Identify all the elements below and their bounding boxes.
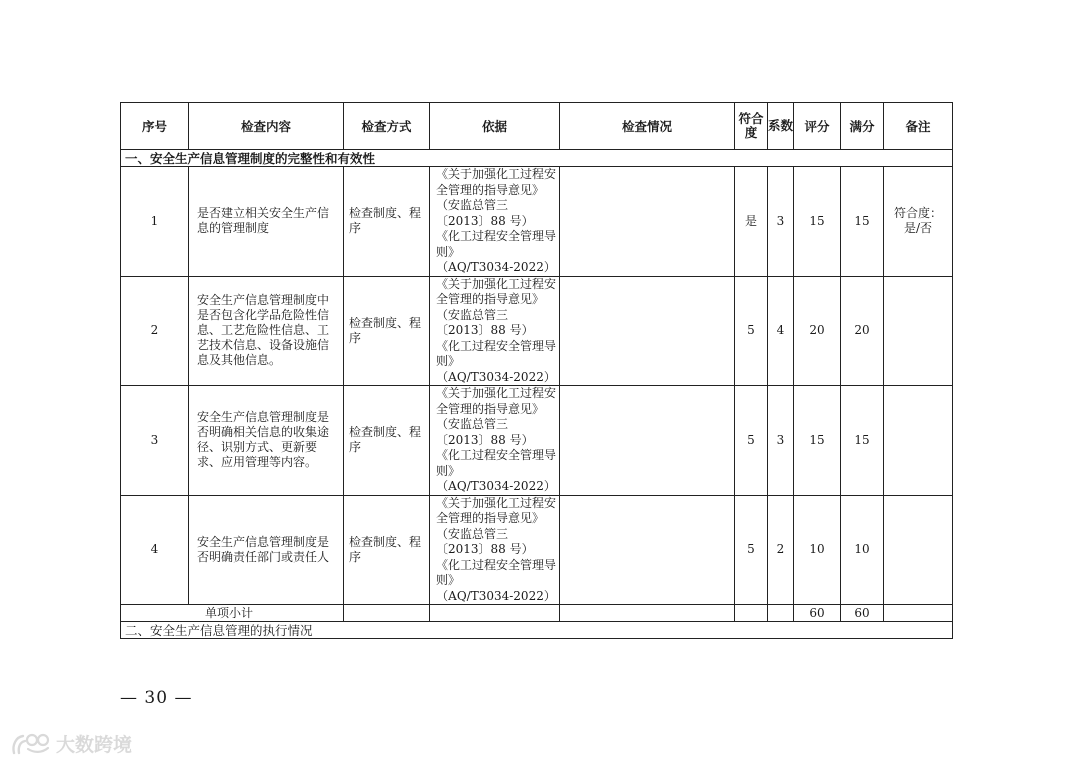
header-score: 评分 bbox=[794, 103, 841, 150]
basis-line: 《化工过程安全管理导则》 bbox=[436, 338, 557, 368]
row-coefficient: 3 bbox=[768, 167, 794, 277]
table-row bbox=[121, 386, 953, 496]
row-conformity: 5 bbox=[735, 276, 768, 386]
basis-line: 《关于加强化工过程安全管理的指导意见》（安监总管三〔2013〕88 号） bbox=[436, 495, 557, 556]
subtotal-full-score: 60 bbox=[841, 605, 884, 622]
basis-line: 《关于加强化工过程安全管理的指导意见》（安监总管三〔2013〕88 号） bbox=[436, 276, 557, 337]
section-row-2 bbox=[121, 622, 953, 639]
row-method: 检查制度、程序 bbox=[344, 276, 430, 386]
section-row-1 bbox=[121, 150, 953, 167]
header-coefficient: 系数 bbox=[768, 103, 794, 150]
row-method: 检查制度、程序 bbox=[344, 167, 430, 277]
header-situation: 检查情况 bbox=[560, 103, 735, 150]
row-situation bbox=[560, 276, 735, 386]
table-row bbox=[121, 276, 953, 386]
row-seq: 1 bbox=[121, 167, 189, 277]
row-seq: 3 bbox=[121, 386, 189, 496]
table-row bbox=[121, 167, 953, 277]
row-score: 10 bbox=[794, 495, 841, 605]
subtotal-empty-cell bbox=[430, 605, 560, 622]
basis-line: 《关于加强化工过程安全管理的指导意见》（安监总管三〔2013〕88 号） bbox=[436, 386, 557, 447]
subtotal-row bbox=[121, 605, 953, 622]
row-full-score: 20 bbox=[841, 276, 884, 386]
header-full-score: 满分 bbox=[841, 103, 884, 150]
section-title-2: 二、安全生产信息管理的执行情况 bbox=[121, 622, 953, 639]
row-method: 检查制度、程序 bbox=[344, 386, 430, 496]
header-method: 检查方式 bbox=[344, 103, 430, 150]
basis-line: （AQ/T3034-2022） bbox=[436, 588, 556, 603]
row-basis bbox=[430, 386, 560, 496]
inspection-table bbox=[120, 102, 953, 639]
row-remark bbox=[884, 386, 953, 496]
row-situation bbox=[560, 386, 735, 496]
watermark bbox=[10, 730, 132, 757]
row-basis bbox=[430, 495, 560, 605]
subtotal-empty-cell bbox=[344, 605, 430, 622]
page-number: — 30 — bbox=[120, 688, 193, 708]
basis-line: 《关于加强化工过程安全管理的指导意见》（安监总管三〔2013〕88 号） bbox=[436, 167, 557, 228]
subtotal-score: 60 bbox=[794, 605, 841, 622]
row-conformity: 5 bbox=[735, 386, 768, 496]
row-score: 15 bbox=[794, 167, 841, 277]
row-full-score: 15 bbox=[841, 167, 884, 277]
table-row bbox=[121, 495, 953, 605]
row-seq: 2 bbox=[121, 276, 189, 386]
row-basis bbox=[430, 167, 560, 277]
subtotal-empty-cell bbox=[735, 605, 768, 622]
basis-line: 《化工过程安全管理导则》 bbox=[436, 448, 557, 478]
row-situation bbox=[560, 167, 735, 277]
subtotal-empty-cell bbox=[560, 605, 735, 622]
subtotal-empty-cell bbox=[768, 605, 794, 622]
header-remark: 备注 bbox=[884, 103, 953, 150]
row-remark bbox=[884, 495, 953, 605]
basis-line: （AQ/T3034-2022） bbox=[436, 479, 556, 493]
header-basis: 依据 bbox=[430, 103, 560, 150]
row-coefficient: 3 bbox=[768, 386, 794, 496]
row-remark bbox=[884, 276, 953, 386]
header-conformity: 符合度 bbox=[735, 103, 768, 150]
row-method: 检查制度、程序 bbox=[344, 495, 430, 605]
header-seq: 序号 bbox=[121, 103, 189, 150]
header-row bbox=[121, 103, 953, 150]
row-basis bbox=[430, 276, 560, 386]
row-conformity: 是 bbox=[735, 167, 768, 277]
row-situation bbox=[560, 495, 735, 605]
row-full-score: 15 bbox=[841, 386, 884, 496]
row-conformity: 5 bbox=[735, 495, 768, 605]
basis-line: 《化工过程安全管理导则》 bbox=[436, 557, 557, 587]
subtotal-label: 单项小计 bbox=[121, 605, 344, 622]
row-coefficient: 4 bbox=[768, 276, 794, 386]
row-seq: 4 bbox=[121, 495, 189, 605]
row-content: 是否建立相关安全生产信息的管理制度 bbox=[189, 167, 344, 277]
section-title-1: 一、安全生产信息管理制度的完整性和有效性 bbox=[121, 150, 953, 167]
row-full-score: 10 bbox=[841, 495, 884, 605]
row-content: 安全生产信息管理制度是否明确责任部门或责任人 bbox=[189, 495, 344, 605]
row-content: 安全生产信息管理制度是否明确相关信息的收集途径、识别方式、更新要求、应用管理等内容。 bbox=[189, 386, 344, 496]
row-coefficient: 2 bbox=[768, 495, 794, 605]
basis-line: （AQ/T3034-2022） bbox=[436, 369, 556, 384]
basis-line: 《化工过程安全管理导则》 bbox=[436, 229, 557, 259]
row-score: 15 bbox=[794, 386, 841, 496]
brand-logo-icon bbox=[10, 731, 54, 757]
row-content: 安全生产信息管理制度中是否包含化学品危险性信息、工艺危险性信息、工艺技术信息、设备设施信息及其他信息。 bbox=[189, 276, 344, 386]
row-remark: 符合度：是/否 bbox=[884, 167, 953, 277]
watermark-text: 大数跨境 bbox=[56, 734, 133, 756]
header-content: 检查内容 bbox=[189, 103, 344, 150]
basis-line: （AQ/T3034-2022） bbox=[436, 260, 556, 274]
row-score: 20 bbox=[794, 276, 841, 386]
subtotal-empty-cell bbox=[884, 605, 953, 622]
